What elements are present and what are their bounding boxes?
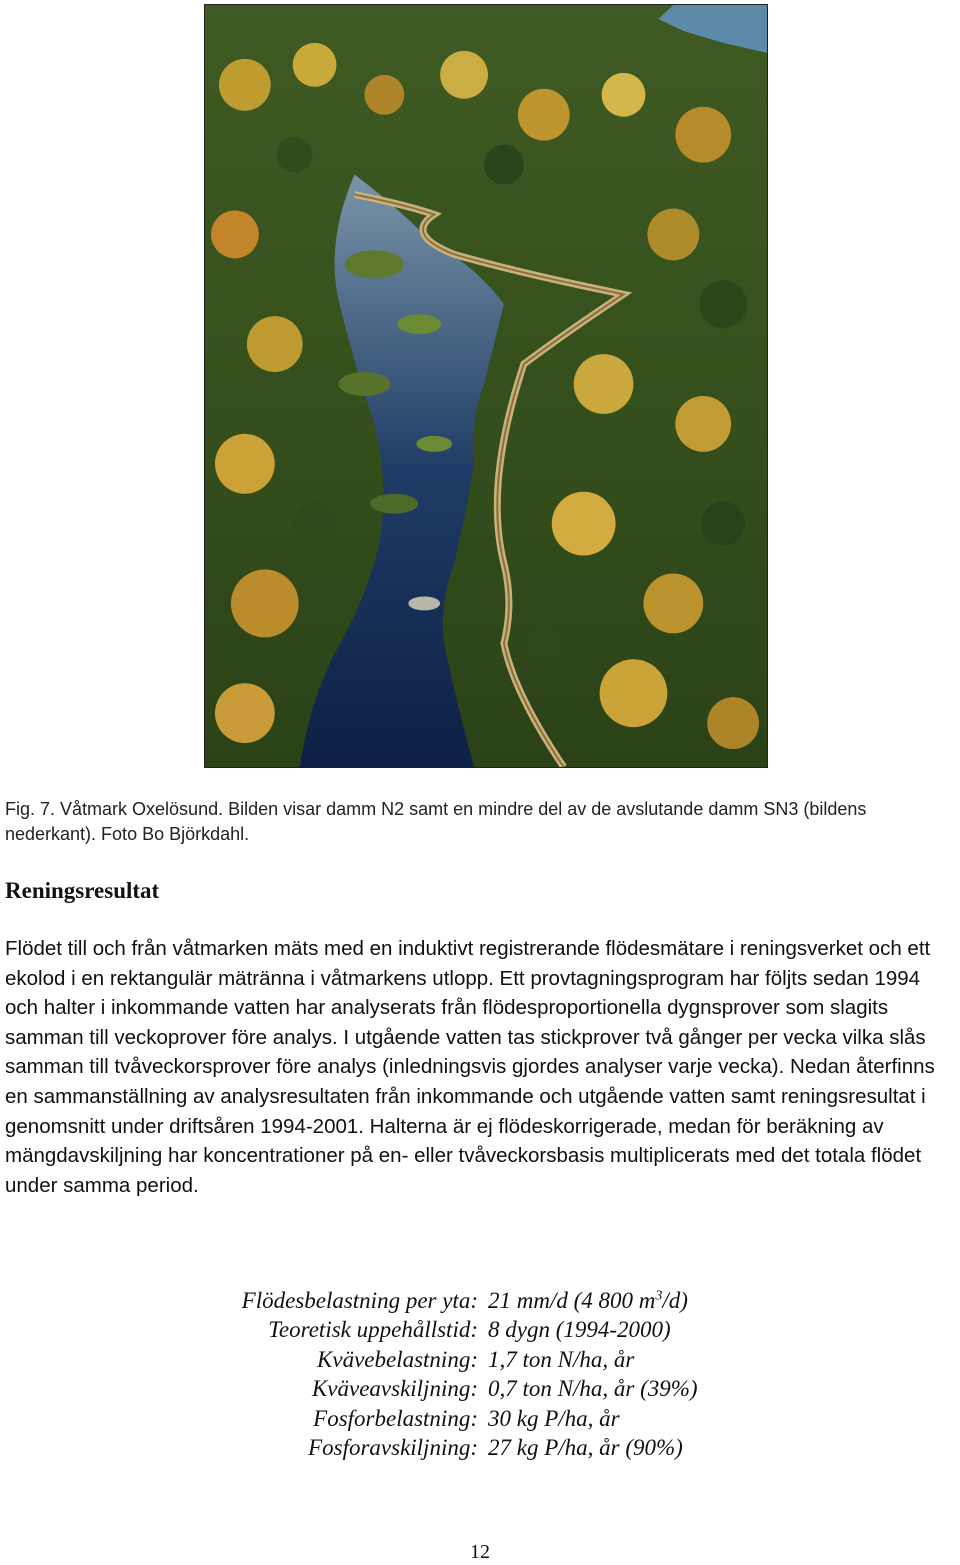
facts-row xyxy=(170,1286,870,1315)
page-number: 12 xyxy=(470,1541,490,1563)
facts-label: Fosforavskiljning: xyxy=(308,1435,478,1461)
facts-label: Teoretisk uppehållstid: xyxy=(268,1317,478,1343)
facts-label: Fosforbelastning: xyxy=(313,1405,478,1431)
facts-value: 1,7 ton N/ha, år xyxy=(488,1346,635,1372)
facts-row xyxy=(170,1345,870,1374)
wetland-photo-illustration xyxy=(205,5,767,767)
figure-caption: Fig. 7. Våtmark Oxelösund. Bilden visar damm N2 samt en mindre del av de avslutande damm SN3 (bildens nederkant). Foto Bo Björkdahl. xyxy=(5,799,867,844)
facts-value-superscript: 3 xyxy=(655,1288,663,1304)
body-paragraph-container xyxy=(5,934,957,1200)
facts-value xyxy=(488,1286,870,1315)
facts-value: 8 dygn (1994-2000) xyxy=(488,1317,671,1343)
facts-value: 27 kg P/ha, år (90%) xyxy=(488,1435,683,1461)
facts-label: Kvävebelastning: xyxy=(317,1346,478,1372)
facts-label: Flödesbelastning per yta: xyxy=(241,1288,478,1313)
facts-value-suffix: /d) xyxy=(662,1288,688,1313)
facts-row xyxy=(170,1433,870,1462)
facts-label: Kväveavskiljning: xyxy=(311,1376,478,1402)
facts-row xyxy=(170,1374,870,1403)
body-paragraph: Flödet till och från våtmarken mäts med en induktivt registrerande flödesmätare i reningsverket och ett ekolod i en rektangulär mätränna i våtmarkens utlopp. Ett provtagningsprogram har följts sedan 1994 och halter i inkommande vatten har analyserats från flödesproportionella dygnsprover som slagits samman till veckoprover före analys. I utgående vatten tas stickprover två gånger per vecka vilka slås samman till tvåveckorsprover före analys (inledningsvis gjordes analyser varje vecka). Nedan återfinns en sammanställning av analysresultaten från inkommande och utgående vatten samt reningsresultat i genomsnitt under driftsåren 1994-2001. Halterna är ej flödeskorrigerade, medan för beräkning av mängdavskiljning har koncentrationer på en- eller tvåveckorsbasis multiplicerats med det totala flödet under samma period. xyxy=(5,937,935,1197)
wetland-aerial-photo xyxy=(204,4,768,768)
facts-value: 30 kg P/ha, år xyxy=(488,1405,620,1431)
wetland-facts-table xyxy=(170,1286,870,1462)
facts-row xyxy=(170,1315,870,1344)
facts-value: 0,7 ton N/ha, år (39%) xyxy=(488,1376,698,1402)
facts-value-main: 21 mm/d (4 800 m xyxy=(488,1288,656,1313)
section-heading: Reningsresultat xyxy=(5,878,160,903)
facts-row xyxy=(170,1404,870,1433)
